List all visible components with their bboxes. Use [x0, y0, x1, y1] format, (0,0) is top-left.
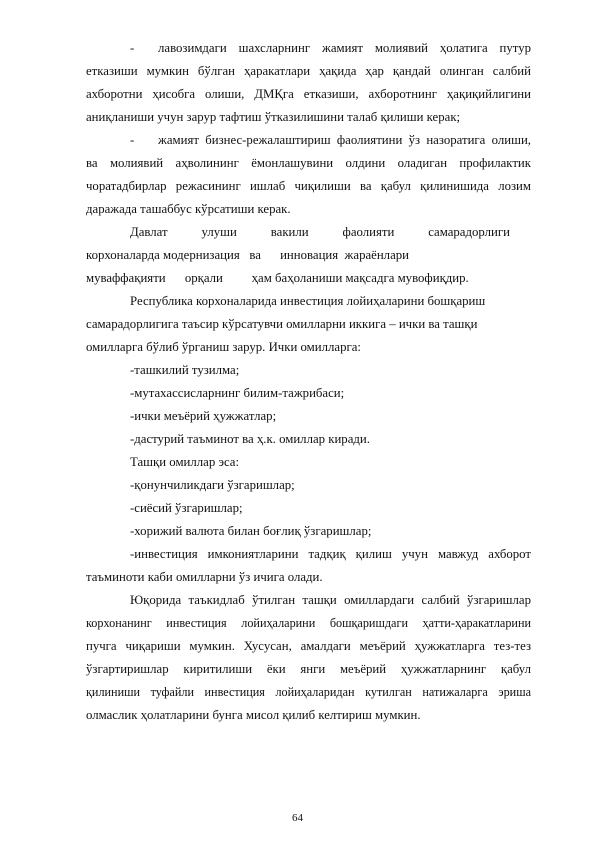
- text-line: жамият бизнес-режалаштириш фаолиятини ўз назоратига олиши,: [158, 133, 531, 147]
- text-line: чоратадбирлар режасининг ишлаб чиқилиши ва қабул қилинишида лозим: [86, 179, 531, 193]
- text-line: корхонанинг инвестиция лойиҳаларини бошқаришдаги ҳатти-ҳаракатларини: [86, 616, 531, 630]
- page-number: 64: [292, 812, 303, 824]
- text-line: пучга чиқариши мумкин. Хусусан, амалдаги меъёрий ҳужжатларга тез-тез: [86, 639, 531, 653]
- list-item: -ички меъёрий ҳужжатлар;: [130, 409, 277, 423]
- list-item: -инвестиция имкониятларини тадқиқ қилиш учун мавжуд ахборот: [130, 547, 531, 561]
- list-item: -мутахассисларнинг билим-тажрибаси;: [130, 386, 345, 400]
- text-line: ахборотни ҳисобга олиши, ДМҚга етказиши, ахборотнинг ҳақиқийлигини: [86, 87, 531, 101]
- text-line: лавозимдаги шахсларнинг жамият молиявий ҳолатига путур: [158, 41, 531, 55]
- word: Давлат: [130, 225, 168, 239]
- word: фаолияти: [342, 225, 395, 239]
- list-item: -ташкилий тузилма;: [130, 363, 240, 377]
- text-line: даражада ташаббус кўрсатиши керак.: [86, 202, 291, 216]
- list-item: -хорижий валюта билан боғлиқ ўзгаришлар;: [130, 524, 372, 538]
- list-item: -дастурий таъминот ва ҳ.к. омиллар киради.: [130, 432, 370, 446]
- text-line: омилларга бўлиб ўрганиш зарур. Ички омилларга:: [86, 340, 361, 354]
- text-line: Юқорида таъкидлаб ўтилган ташқи омиллардаги салбий ўзгаришлар: [130, 593, 531, 607]
- text-line: корхоналарда модернизация ва инновация жараёнлари: [86, 248, 409, 262]
- list-item: -сиёсий ўзгаришлар;: [130, 501, 243, 515]
- text-line: етказиши мумкин бўлган ҳаракатлари ҳақида ҳар қандай олинган салбий: [86, 64, 531, 78]
- text-line: таъминоти каби омилларни ўз ичига олади.: [86, 570, 323, 584]
- word: улуши: [201, 225, 237, 239]
- text-line: аниқланиши учун зарур тафтиш ўтказилишини талаб қилиши керак;: [86, 110, 461, 124]
- list-dash: -: [130, 133, 135, 147]
- list-dash: -: [130, 41, 135, 55]
- text-line: ўзгартиришлар киритилиши ёки янги меъёрий ҳужжатларнинг қабул: [86, 662, 531, 676]
- text-line: ва молиявий аҳволининг ёмонлашувини олдини оладиган профилактик: [86, 156, 531, 170]
- text-line: самарадорлигига таъсир кўрсатувчи омилларни иккига – ички ва ташқи: [86, 317, 478, 331]
- text-line: қилиниши туфайли инвестиция лойиҳаларидан кутилган натижаларга эриша: [86, 685, 531, 699]
- text-line: Ташқи омиллар эса:: [130, 455, 240, 469]
- word: вакили: [270, 225, 309, 239]
- text-line: муваффақияти орқали ҳам баҳоланиши мақсадга мувофиқдир.: [86, 271, 469, 285]
- word: самарадорлиги: [428, 225, 510, 239]
- text-line: олмаслик ҳолатларини бунга мисол қилиб келтириш мумкин.: [86, 708, 421, 722]
- list-item: -қонунчиликдаги ўзгаришлар;: [130, 478, 295, 492]
- text-line: Республика корхоналарида инвестиция лойиҳаларини бошқариш: [130, 294, 486, 308]
- text-line-spaced: [130, 222, 510, 242]
